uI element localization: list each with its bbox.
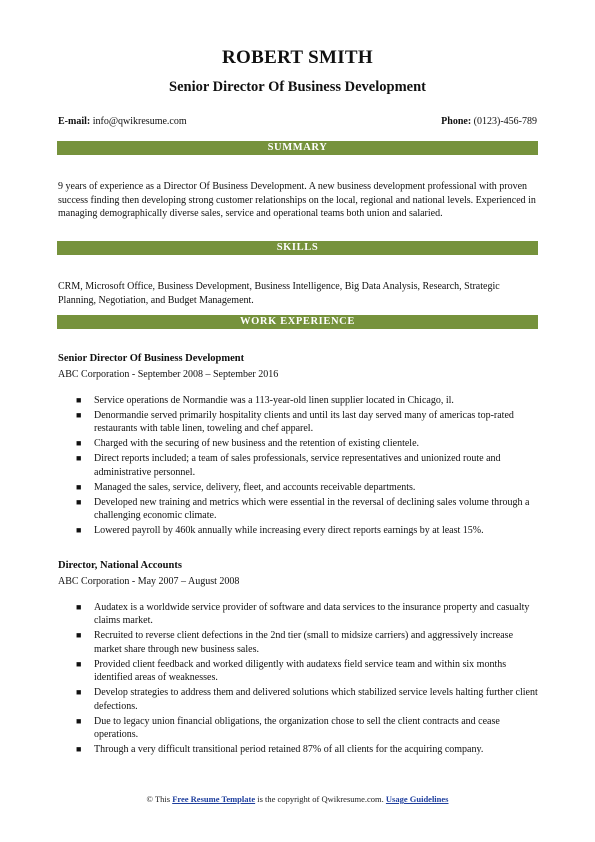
job-meta: ABC Corporation - September 2008 – September 2016 bbox=[58, 369, 279, 380]
bullet-icon: ■ bbox=[76, 481, 82, 492]
list-item: ■ Due to legacy union financial obligations, the organization chose to sell the client contracts and cease operations. bbox=[76, 715, 500, 741]
job-bullet-list bbox=[58, 601, 538, 758]
skills-heading: SKILLS bbox=[57, 241, 538, 255]
usage-guidelines-link[interactable]: Usage Guidelines bbox=[385, 794, 449, 804]
bullet-icon: ■ bbox=[76, 602, 82, 612]
email-contact bbox=[58, 116, 187, 127]
list-item: ■ Audatex is a worldwide service provider of software and data services to the insurance property and casualty claims market. bbox=[76, 602, 530, 627]
footer bbox=[0, 794, 595, 804]
job-bullet-list bbox=[58, 394, 538, 539]
footer-middle: is the copyright of Qwikresume.com. bbox=[255, 794, 386, 804]
job-title: Director, National Accounts bbox=[58, 560, 182, 571]
summary-heading: SUMMARY bbox=[57, 141, 538, 155]
bullet-icon: ■ bbox=[76, 395, 82, 405]
skills-text: CRM, Microsoft Office, Business Development, Business Intelligence, Big Data Analysis, Research, Strategic Planning, Negotiation, and Budget Management. bbox=[58, 281, 500, 306]
list-item: ■ Recruited to reverse client defections in the 2nd tier (small to midsize carriers) and aggressively increase market share through new business sales. bbox=[76, 630, 514, 655]
candidate-title: Senior Director Of Business Development bbox=[169, 79, 426, 95]
email-value[interactable]: info@qwikresume.com bbox=[92, 116, 187, 127]
list-item: ■ Charged with the securing of new business and the retention of existing clientele. bbox=[76, 438, 420, 450]
job-title: Senior Director Of Business Development bbox=[58, 353, 245, 364]
bullet-icon: ■ bbox=[76, 453, 82, 464]
footer-prefix: © This bbox=[146, 794, 173, 804]
bullet-icon: ■ bbox=[76, 715, 82, 726]
list-item: ■ Through a very difficult transitional period retained 87% of all clients for the acquiring company. bbox=[76, 744, 484, 756]
work-experience-heading: WORK EXPERIENCE bbox=[57, 315, 538, 329]
bullet-icon: ■ bbox=[76, 410, 82, 420]
candidate-name: ROBERT SMITH bbox=[222, 47, 373, 68]
list-item: ■ Managed the sales, service, delivery, fleet, and accounts receivable departments. bbox=[76, 481, 416, 493]
bullet-icon: ■ bbox=[76, 525, 82, 536]
list-item: ■ Service operations de Normandie was a 113-year-old linen supplier located in Chicago, il. bbox=[76, 395, 454, 406]
bullet-icon: ■ bbox=[76, 438, 82, 449]
job-meta: ABC Corporation - May 2007 – August 2008 bbox=[58, 576, 240, 587]
bullet-icon: ■ bbox=[76, 496, 82, 507]
bullet-icon: ■ bbox=[76, 744, 82, 755]
bullet-icon: ■ bbox=[76, 658, 82, 669]
list-item: ■ Lowered payroll by 460k annually while increasing every direct reports earnings by at least 15%. bbox=[76, 525, 484, 537]
bullet-icon: ■ bbox=[76, 630, 82, 641]
free-resume-template-link[interactable]: Free Resume Template bbox=[172, 794, 256, 804]
phone-label: Phone: bbox=[441, 116, 472, 127]
bullet-icon: ■ bbox=[76, 687, 82, 698]
email-label: E-mail: bbox=[58, 116, 91, 127]
list-item: ■ Denormandie served primarily hospitality clients and until its last day served many of americas top-rated restaurants with table linen, toweling and chef apparel. bbox=[76, 410, 514, 435]
list-item: ■ Direct reports included; a team of sales professionals, service representatives and unionized route and administrative personnel. bbox=[76, 453, 501, 478]
phone-contact bbox=[441, 116, 537, 127]
list-item: ■ Developed new training and metrics which were essential in the reversal of declining sales volume through a challenging economic climate. bbox=[76, 496, 530, 522]
summary-text: 9 years of experience as a Director Of Business Development. A new business development professional with proven success finding then developing strong customer relationships on the local, regional and national levels. Experienced in managing demographically diverse sales, service and operational teams both union and salaried. bbox=[58, 181, 536, 220]
phone-value: (0123)-456-789 bbox=[473, 116, 537, 127]
list-item: ■ Develop strategies to address them and delivered solutions which stabilized service levels halting further client defections. bbox=[76, 687, 538, 712]
list-item: ■ Provided client feedback and worked diligently with audatexs field service team and within six months identified areas of weaknesses. bbox=[76, 658, 507, 684]
